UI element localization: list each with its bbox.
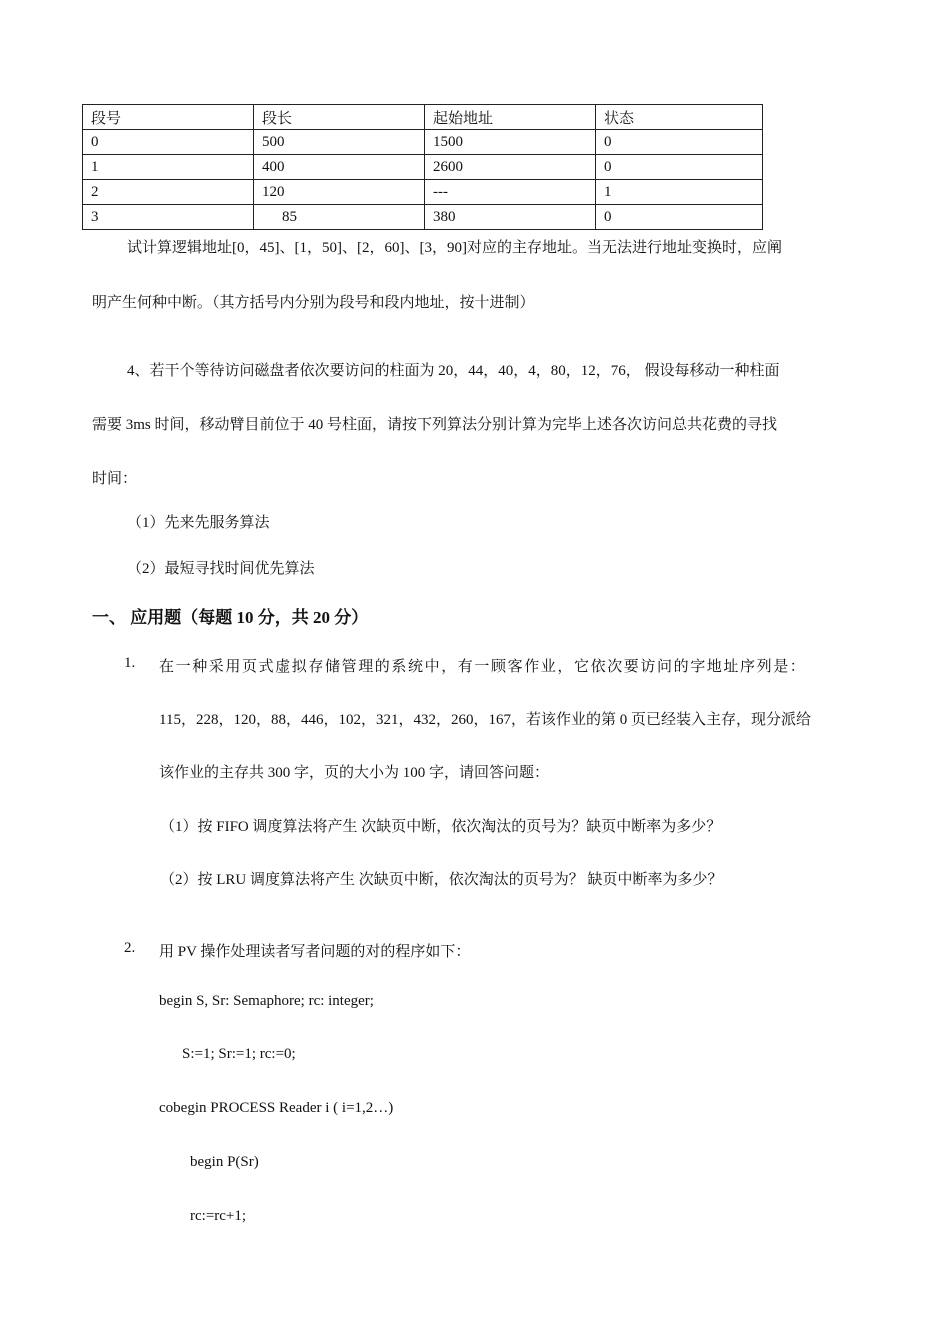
table-cell: 3	[83, 205, 254, 230]
table-cell: 400	[254, 155, 425, 180]
p1-number: 1.	[124, 655, 136, 671]
table-header-cell: 状态	[596, 105, 763, 130]
table-cell: 120	[254, 180, 425, 205]
table-cell: 0	[596, 155, 763, 180]
q4-text-line-2: 需要 3ms 时间，移动臂目前位于 40 号柱面，请按下列算法分别计算为完毕上述各次访问总共花费的寻找	[92, 417, 778, 433]
table-header-cell: 段号	[83, 105, 254, 130]
table-cell: 0	[596, 205, 763, 230]
code-line: begin S, Sr: Semaphore; rc: integer;	[159, 993, 374, 1009]
table-row	[83, 155, 763, 180]
section-heading: 一、 应用题（每题 10 分，共 20 分）	[92, 608, 369, 627]
p1-text-line-2: 115，228，120，88，446，102，321，432，260，167，若该作业的第 0 页已经装入主存，现分派给	[159, 712, 811, 728]
p2-number: 2.	[124, 940, 136, 956]
table-cell: 0	[596, 130, 763, 155]
p1-sub-question-2: （2）按 LRU 调度算法将产生 次缺页中断，依次淘汰的页号为？ 缺页中断率为多少？	[160, 872, 723, 888]
q3-text-line-2: 明产生何种中断。（其方括号内分别为段号和段内地址，按十进制）	[92, 295, 535, 311]
table-row	[83, 205, 763, 230]
table-row	[83, 180, 763, 205]
p1-text-line-1: 在一种采用页式虚拟存储管理的系统中，有一顾客作业，它依次要访问的字地址序列是：	[159, 659, 807, 675]
code-line: S:=1; Sr:=1; rc:=0;	[182, 1046, 296, 1062]
table-row	[83, 130, 763, 155]
table-cell: 2600	[425, 155, 596, 180]
table-cell: 1	[83, 155, 254, 180]
p1-sub-question-1: （1）按 FIFO 调度算法将产生 次缺页中断，依次淘汰的页号为？缺页中断率为多少？	[160, 819, 722, 835]
q4-text-line-3: 时间：	[92, 471, 138, 487]
table-header-cell: 起始地址	[425, 105, 596, 130]
table-cell: 380	[425, 205, 596, 230]
table-header-cell: 段长	[254, 105, 425, 130]
table-cell: ---	[425, 180, 596, 205]
q3-text-line-1: 试计算逻辑地址[0，45]、[1，50]、[2，60]、[3，90]对应的主存地址。当无法进行地址变换时，应阐	[127, 240, 782, 256]
q4-option-1: （1）先来先服务算法	[127, 515, 270, 531]
table-cell: 0	[83, 130, 254, 155]
q4-option-2: （2）最短寻找时间优先算法	[127, 561, 315, 577]
table-cell: 2	[83, 180, 254, 205]
p1-text-line-3: 该作业的主存共 300 字，页的大小为 100 字，请回答问题：	[159, 765, 550, 781]
table-cell: 500	[254, 130, 425, 155]
segment-table	[82, 104, 763, 230]
p2-intro: 用 PV 操作处理读者写者问题的对的程序如下：	[159, 944, 471, 960]
code-line: rc:=rc+1;	[190, 1208, 247, 1224]
code-line: begin P(Sr)	[190, 1154, 259, 1170]
table-cell: 1	[596, 180, 763, 205]
table-header-row	[83, 105, 763, 130]
table-cell: 85	[254, 205, 425, 230]
q4-text-line-1: 4、若干个等待访问磁盘者依次要访问的柱面为 20，44，40，4，80，12，76， 假设每移动一种柱面	[127, 363, 780, 379]
code-line: cobegin PROCESS Reader i ( i=1,2…)	[159, 1100, 394, 1116]
table-cell: 1500	[425, 130, 596, 155]
